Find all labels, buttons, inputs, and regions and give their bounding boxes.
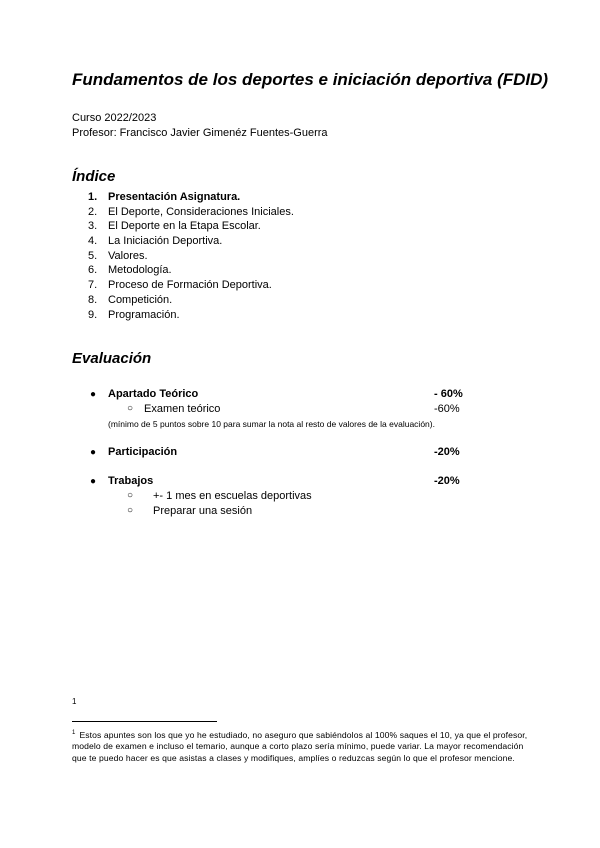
footnote-number: 1	[72, 730, 76, 736]
index-item: 5. Valores.	[88, 249, 148, 262]
index-item: 8. Competición.	[88, 293, 173, 306]
examen-weight: -60%	[434, 403, 460, 415]
sub-bullet-icon: ○	[127, 490, 134, 501]
footnote	[72, 728, 528, 764]
bullet-icon: ●	[90, 476, 97, 487]
page-title: Fundamentos de los deportes e iniciación deportiva (FDID)	[72, 70, 549, 89]
index-item: 9. Programación.	[88, 308, 180, 321]
index-heading: Índice	[72, 168, 116, 185]
index-item: 2. El Deporte, Consideraciones Iniciales.	[88, 205, 294, 218]
trabajos-sub-item: Preparar una sesión	[153, 505, 253, 517]
index-item: 6. Metodología.	[88, 264, 172, 277]
trabajos-label: Trabajos	[108, 475, 154, 487]
course-year: Curso 2022/2023	[72, 112, 157, 124]
trabajos-sub-item: +- 1 mes en escuelas deportivas	[153, 490, 312, 502]
index-item: 3. El Deporte en la Etapa Escolar.	[88, 220, 261, 233]
footnote-divider	[72, 721, 217, 722]
index-item: 4. La Iniciación Deportiva.	[88, 235, 223, 248]
index-item: 1. Presentación Asignatura.	[88, 191, 241, 203]
teorico-note: (mínimo de 5 puntos sobre 10 para sumar la nota al resto de valores de la evaluación).	[108, 419, 435, 429]
footnote-marker: 1	[72, 697, 77, 706]
index-list	[88, 190, 294, 322]
sub-bullet-icon: ○	[127, 403, 134, 414]
participacion-label: Participación	[108, 446, 178, 458]
evaluation-heading: Evaluación	[72, 350, 152, 367]
teorico-weight: - 60%	[434, 388, 463, 400]
teorico-label: Apartado Teórico	[108, 388, 199, 400]
sub-bullet-icon: ○	[127, 505, 134, 516]
course-info	[72, 111, 328, 141]
index-item: 7. Proceso de Formación Deportiva.	[88, 279, 272, 292]
professor-name: Profesor: Francisco Javier Gimenéz Fuentes-Guerra	[72, 127, 328, 139]
examen-label: Examen teórico	[144, 403, 221, 415]
bullet-icon: ●	[90, 389, 97, 400]
bullet-icon: ●	[90, 447, 97, 458]
trabajos-weight: -20%	[434, 475, 460, 487]
footnote-text: Estos apuntes son los que yo he estudiado, no aseguro que sabiéndolos al 100% saques el 10, ya que el profesor, modelo de examen e incluso el temario, aunque a corto plazo sería mínimo, puede variar. La mayor recomendación que te puedo hacer es que asistas a clases y modifiques, amplíes o reduzcas según lo que el profesor mencione.	[72, 729, 528, 763]
participacion-weight: -20%	[434, 446, 460, 458]
